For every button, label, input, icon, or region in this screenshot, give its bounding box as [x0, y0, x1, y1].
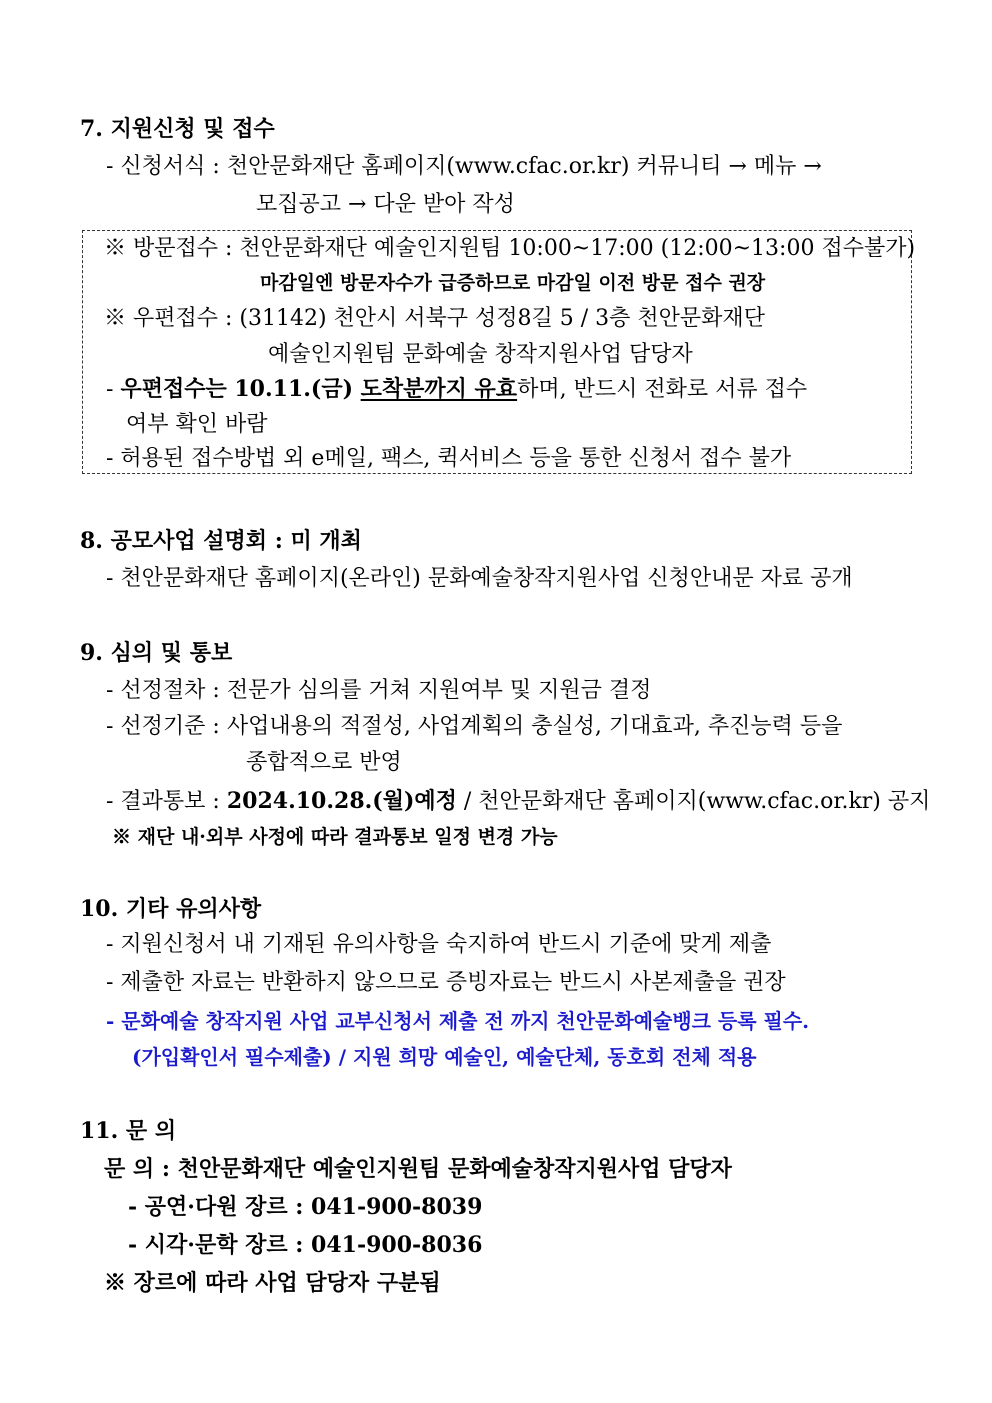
form-line-2: 모집공고 → 다운 받아 작성 [256, 192, 515, 217]
dash: - [106, 377, 121, 402]
result-note: ※ 재단 내·외부 사정에 따라 결과통보 일정 변경 가능 [112, 826, 558, 848]
section-9-heading: 9. 심의 및 통보 [80, 640, 233, 666]
form-line-1: - 신청서식 : 천안문화재단 홈페이지(www.cfac.or.kr) 커뮤니티 → 메뉴 → [106, 154, 822, 179]
result-date: 2024.10.28.(월)예정 [226, 788, 457, 814]
mail-deadline-note [106, 374, 807, 405]
selection-criteria-2: 종합적으로 반영 [246, 750, 402, 775]
contact-performance: - 공연·다원 장르 : 041-900-8039 [128, 1194, 483, 1220]
notice-line-2: - 제출한 자료는 반환하지 않으므로 증빙자료는 반드시 사본제출을 권장 [106, 970, 786, 995]
mail-deadline-rest: 하며, 반드시 전화로 서류 접수 [517, 377, 808, 402]
disallowed-methods: - 허용된 접수방법 외 e메일, 팩스, 퀵서비스 등을 통한 신청서 접수 불가 [106, 446, 792, 471]
contact-line: 문 의 : 천안문화재단 예술인지원팀 문화예술창작지원사업 담당자 [104, 1156, 732, 1182]
mail-recipient: 예술인지원팀 문화예술 창작지원사업 담당자 [268, 342, 693, 367]
section-7-heading: 7. 지원신청 및 접수 [80, 116, 275, 142]
mail-confirm: 여부 확인 바람 [126, 412, 268, 437]
contact-visual: - 시각·문학 장르 : 041-900-8036 [128, 1232, 483, 1258]
mail-deadline-underline: 도착분까지 유효 [360, 376, 518, 402]
notice-line-3: - 문화예술 창작지원 사업 교부신청서 제출 전 까지 천안문화예술뱅크 등록 필수. [106, 1009, 810, 1033]
section-10-heading: 10. 기타 유의사항 [80, 896, 262, 922]
result-rest: / 천안문화재단 홈페이지(www.cfac.or.kr) 공지 [456, 789, 931, 814]
contact-note: ※ 장르에 따라 사업 담당자 구분됨 [104, 1270, 441, 1296]
result-prefix: - 결과통보 : [106, 789, 227, 814]
selection-procedure: - 선정절차 : 전문가 심의를 거쳐 지원여부 및 지원금 결정 [106, 678, 652, 703]
visit-submission: ※ 방문접수 : 천안문화재단 예술인지원팀 10:00~17:00 (12:00~13:00 접수불가) [104, 236, 916, 261]
notice-line-4: (가입확인서 필수제출) / 지원 희망 예술인, 예술단체, 동호회 전체 적용 [132, 1045, 757, 1069]
result-notice [106, 786, 930, 817]
briefing-line: - 천안문화재단 홈페이지(온라인) 문화예술창작지원사업 신청안내문 자료 공개 [106, 566, 853, 591]
notice-line-1: - 지원신청서 내 기재된 유의사항을 숙지하여 반드시 기준에 맞게 제출 [106, 932, 772, 957]
visit-recommendation: 마감일엔 방문자수가 급증하므로 마감일 이전 방문 접수 권장 [260, 272, 766, 294]
mail-deadline-bold: 우편접수는 10.11.(금) [120, 376, 361, 402]
selection-criteria-1: - 선정기준 : 사업내용의 적절성, 사업계획의 충실성, 기대효과, 추진능력 등을 [106, 714, 843, 739]
section-11-heading: 11. 문 의 [80, 1118, 177, 1144]
mail-submission: ※ 우편접수 : (31142) 천안시 서북구 성정8길 5 / 3층 천안문화재단 [104, 306, 765, 331]
section-8-heading: 8. 공모사업 설명회 : 미 개최 [80, 528, 362, 554]
